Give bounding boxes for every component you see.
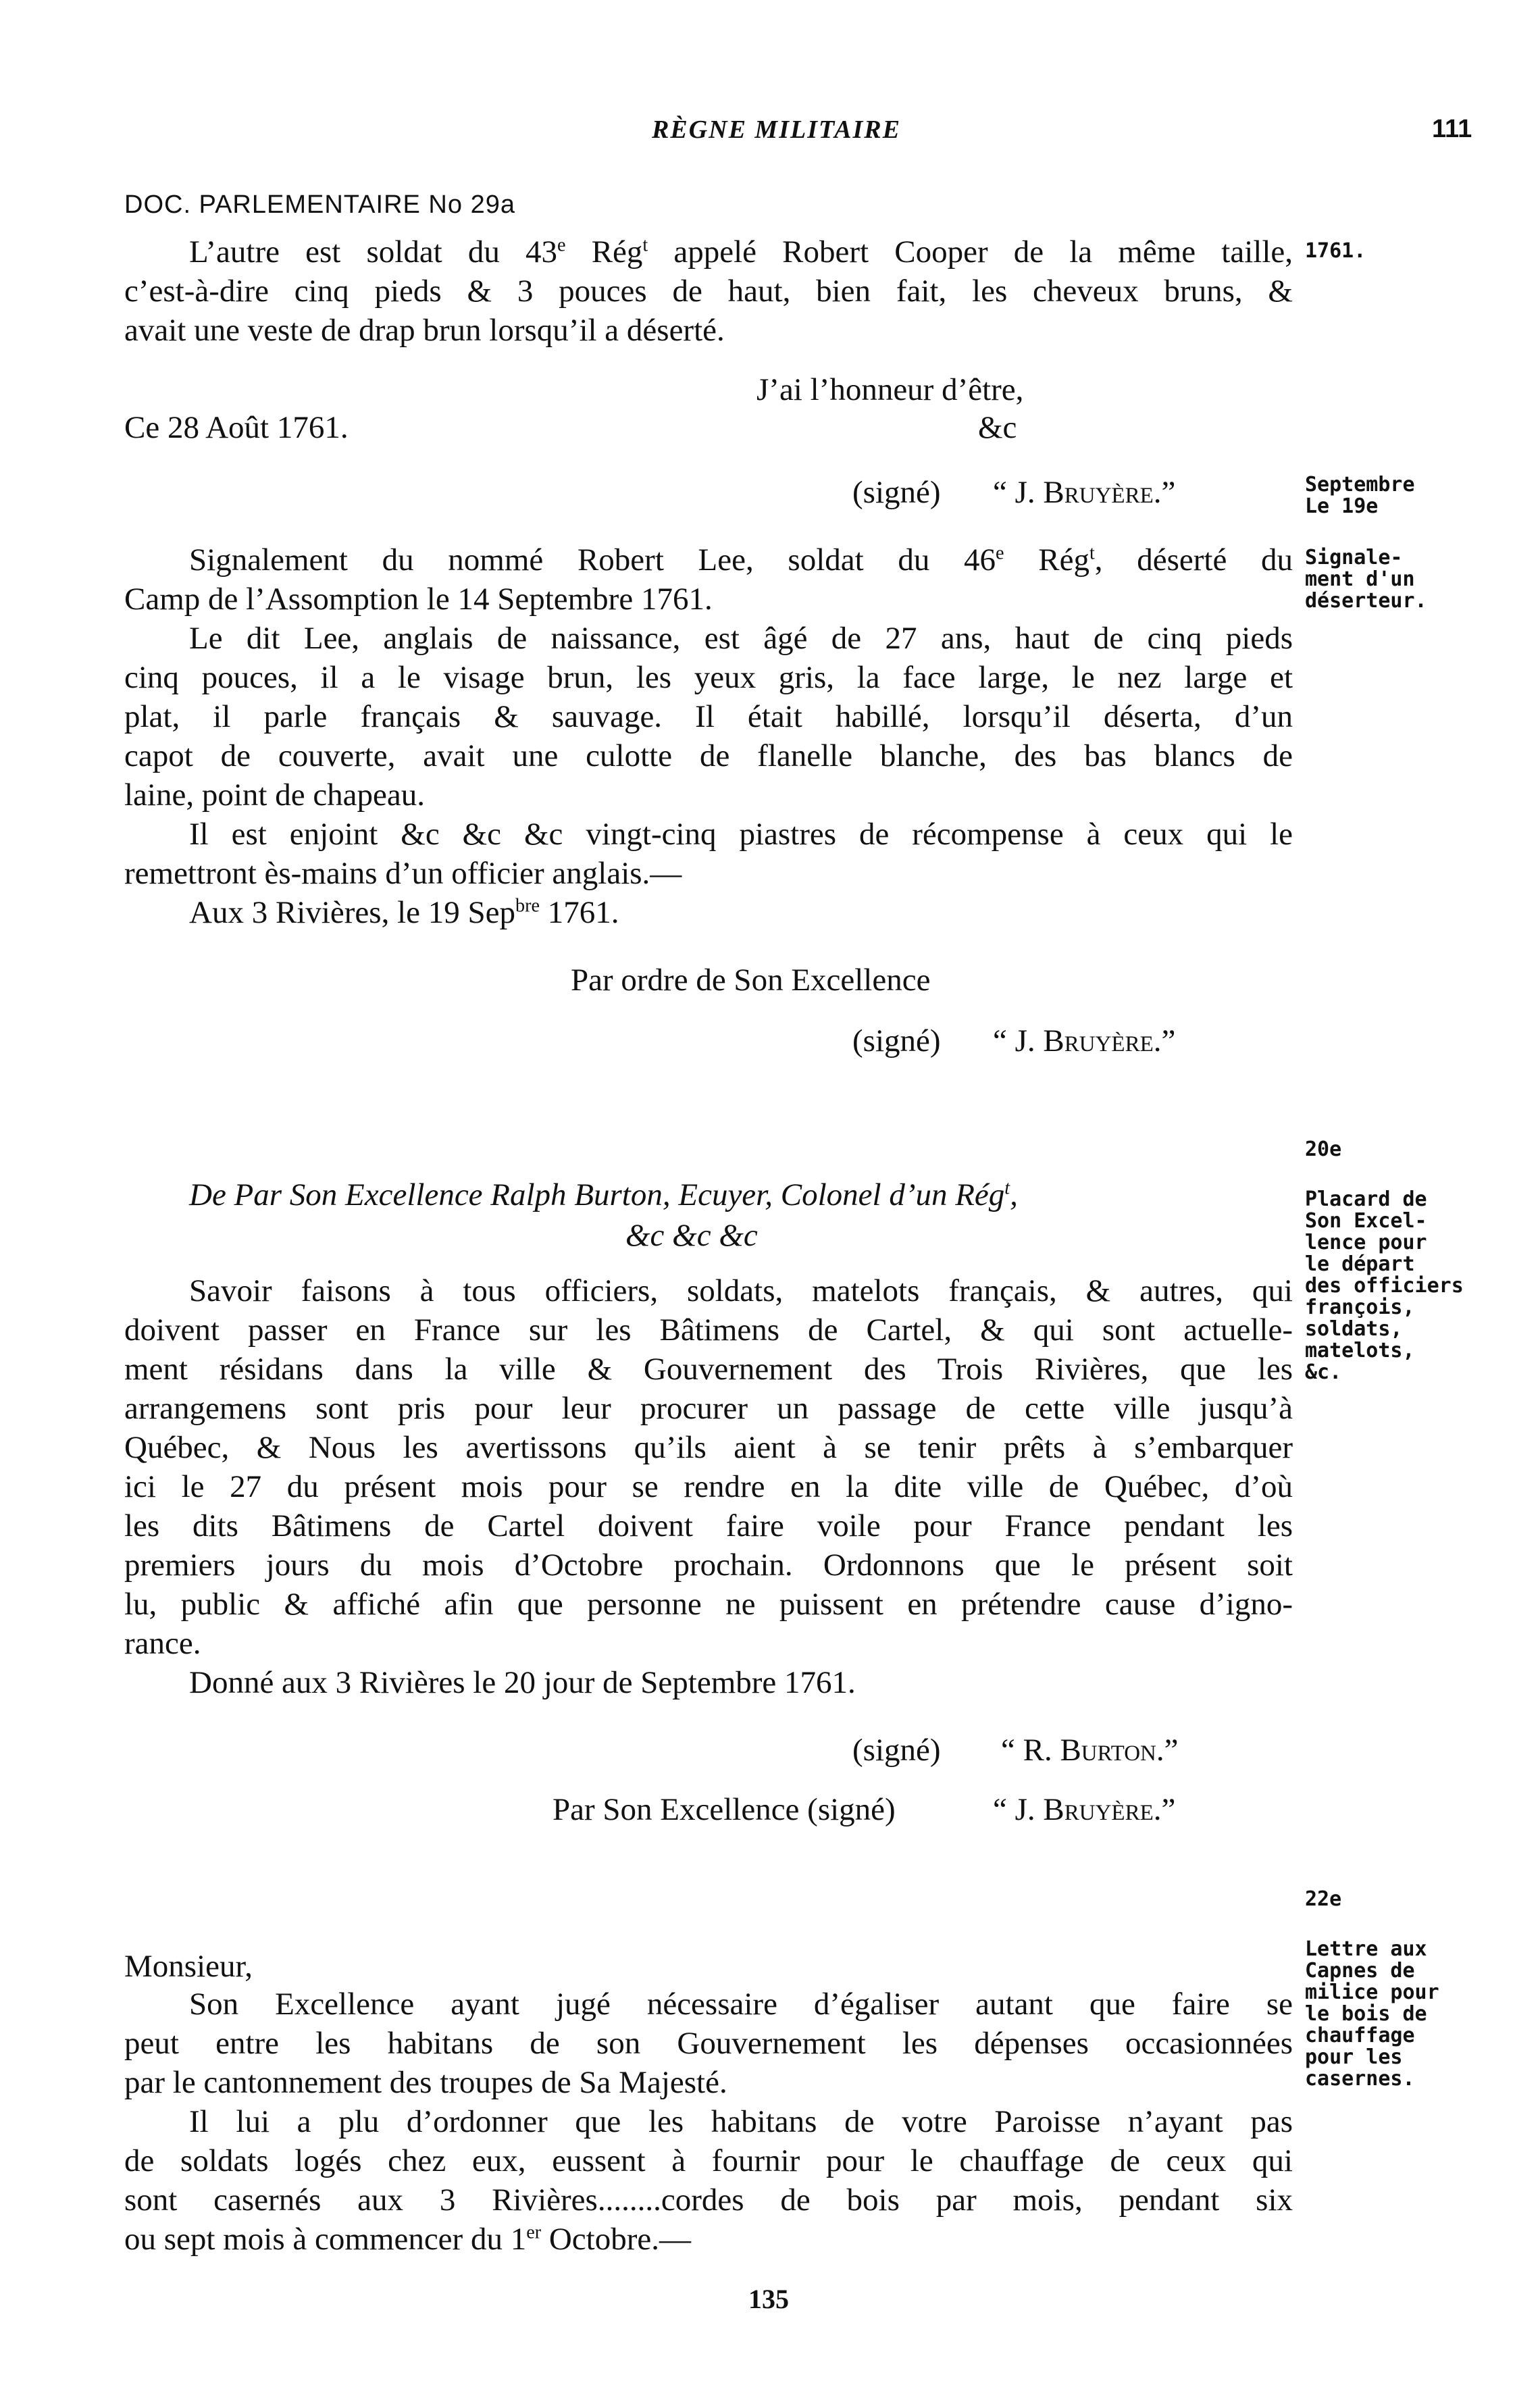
margin-line: milice pour — [1305, 1981, 1439, 2004]
order-line: Par ordre de Son Excellence — [571, 963, 931, 998]
margin-date: 22e — [1305, 1887, 1342, 1911]
margin-note-letter — [1305, 1939, 1439, 2090]
etc-mark: &c — [978, 410, 1017, 445]
text-line: par le cantonnement des troupes de Sa Majesté. — [124, 2065, 727, 2100]
margin-note-date — [1305, 474, 1415, 517]
salutation: Monsieur, — [124, 1949, 253, 1984]
document-reference: DOC. PARLEMENTAIRE No 29a — [124, 190, 515, 219]
section-1-body — [124, 232, 1293, 350]
margin-line: le bois de — [1305, 2002, 1427, 2026]
margin-line: &c. — [1305, 1360, 1342, 1384]
text-line: Il est enjoint &c &c &c vingt-cinq piastres de récompense à ceux qui le — [189, 817, 1293, 852]
margin-line: le départ — [1305, 1252, 1415, 1276]
margin-line: Capnes de — [1305, 1959, 1415, 1983]
signature: “ R. Burton.” — [1001, 1733, 1179, 1768]
by-order-line: Par Son Excellence (signé) — [553, 1792, 896, 1827]
running-title: RÈGNE MILITAIRE — [652, 116, 901, 144]
text-line: cinq pouces, il a le visage brun, les yeux gris, la face large, le nez large et — [124, 660, 1293, 695]
margin-line: des officiers — [1305, 1274, 1464, 1298]
text-line: c’est-à-dire cinq pieds & 3 pouces de haut, bien fait, les cheveux bruns, & — [124, 274, 1293, 309]
text-line: arrangemens sont pris pour leur procurer un passage de cette ville jusqu’à — [124, 1391, 1293, 1426]
closing-formula: J’ai l’honneur d’être, — [756, 372, 1024, 407]
section-4-body — [124, 1985, 1293, 2259]
signed-label: (signé) — [852, 475, 941, 510]
margin-line: françois, — [1305, 1296, 1415, 1319]
section-3-body — [124, 1271, 1293, 1702]
text-line: Le dit Lee, anglais de naissance, est âgé de 27 ans, haut de cinq pieds — [189, 621, 1293, 656]
text-line: lu, public & affiché afin que personne ne puissent en prétendre cause d’igno- — [124, 1587, 1293, 1622]
margin-line: pour les — [1305, 2045, 1403, 2069]
margin-note-deserter — [1305, 547, 1427, 612]
margin-line: Placard de — [1305, 1187, 1427, 1211]
margin-line: Septembre — [1305, 473, 1415, 496]
signed-label: (signé) — [852, 1733, 941, 1768]
text-line: Donné aux 3 Rivières le 20 jour de Septembre 1761. — [189, 1665, 856, 1700]
text-line: premiers jours du mois d’Octobre prochain. Ordonnons que le présent soit — [124, 1548, 1293, 1583]
margin-line: ment d'un — [1305, 567, 1415, 591]
margin-line: déserteur. — [1305, 589, 1427, 613]
text-line: Québec, & Nous les avertissons qu’ils aient à se tenir prêts à s’embarquer — [124, 1430, 1293, 1465]
margin-line: matelots, — [1305, 1339, 1415, 1362]
text-line: rance. — [124, 1626, 201, 1661]
text-line: peut entre les habitans de son Gouvernement les dépenses occasionnées — [124, 2026, 1293, 2061]
text-line: ment résidans dans la ville & Gouvernement des Trois Rivières, que les — [124, 1352, 1293, 1387]
text-line: ici le 27 du présent mois pour se rendre en la dite ville de Québec, d’où — [124, 1469, 1293, 1504]
section-2-body — [124, 540, 1293, 932]
signature: “ J. Bruyère.” — [993, 1792, 1176, 1827]
margin-date: 20e — [1305, 1138, 1342, 1161]
page-number: 111 — [1432, 115, 1472, 143]
text-line: les dits Bâtimens de Cartel doivent faire voile pour France pendant les — [124, 1508, 1293, 1543]
proclamation-heading-etc: &c &c &c — [625, 1218, 758, 1253]
text-line: Camp de l’Assomption le 14 Septembre 1761. — [124, 582, 713, 617]
text-line: laine, point de chapeau. — [124, 777, 426, 813]
text-line: plat, il parle français & sauvage. Il était habillé, lorsqu’il déserta, d’un — [124, 699, 1293, 734]
margin-line: Signale- — [1305, 546, 1403, 569]
letter-date: Ce 28 Août 1761. — [124, 410, 349, 445]
text-line: ou sept mois à commencer du 1er Octobre.— — [124, 2222, 691, 2257]
signature: “ J. Bruyère.” — [993, 475, 1176, 510]
footer-page-number: 135 — [748, 2284, 789, 2314]
text-line: Aux 3 Rivières, le 19 Sep$^{bre}$ 1761. — [189, 895, 619, 930]
margin-line: chauffage — [1305, 2024, 1415, 2047]
margin-line: Le 19e — [1305, 494, 1379, 518]
text-line: sont casernés aux 3 Rivières........cordes de bois par mois, pendant six — [124, 2182, 1293, 2218]
text-line: Savoir faisons à tous officiers, soldats, matelots français, & autres, qui — [189, 1273, 1293, 1308]
text-line: remettront ès-mains d’un officier anglais.— — [124, 856, 682, 891]
text-line: capot de couverte, avait une culotte de flanelle blanche, des bas blancs de — [124, 738, 1293, 773]
signature: “ J. Bruyère.” — [993, 1023, 1176, 1058]
proclamation-heading: De Par Son Excellence Ralph Burton, Ecuyer, Colonel d’un Rég$^t$, — [189, 1177, 1018, 1212]
margin-note-placard — [1305, 1189, 1464, 1383]
text-line: Son Excellence ayant jugé nécessaire d’égaliser autant que faire se — [189, 1987, 1293, 2022]
signed-label: (signé) — [852, 1023, 941, 1058]
margin-line: Son Excel- — [1305, 1209, 1427, 1233]
text-line: de soldats logés chez eux, eussent à fournir pour le chauffage de ceux qui — [124, 2143, 1293, 2178]
text-line: L’autre est soldat du 43e Rég$^t$ appelé Robert Cooper de la même taille, — [189, 234, 1293, 270]
text-line: doivent passer en France sur les Bâtimens de Cartel, & qui sont actuelle- — [124, 1312, 1293, 1348]
margin-year: 1761. — [1305, 239, 1366, 263]
text-line: avait une veste de drap brun lorsqu’il a déserté. — [124, 313, 725, 348]
text-line: Il lui a plu d’ordonner que les habitans de votre Paroisse n’ayant pas — [189, 2104, 1293, 2139]
margin-line: casernes. — [1305, 2067, 1415, 2091]
margin-line: lence pour — [1305, 1231, 1427, 1254]
margin-line: soldats, — [1305, 1317, 1403, 1341]
text-line: Signalement du nommé Robert Lee, soldat du 46e Rég$^t$, déserté du — [189, 542, 1293, 578]
margin-line: Lettre aux — [1305, 1937, 1427, 1961]
